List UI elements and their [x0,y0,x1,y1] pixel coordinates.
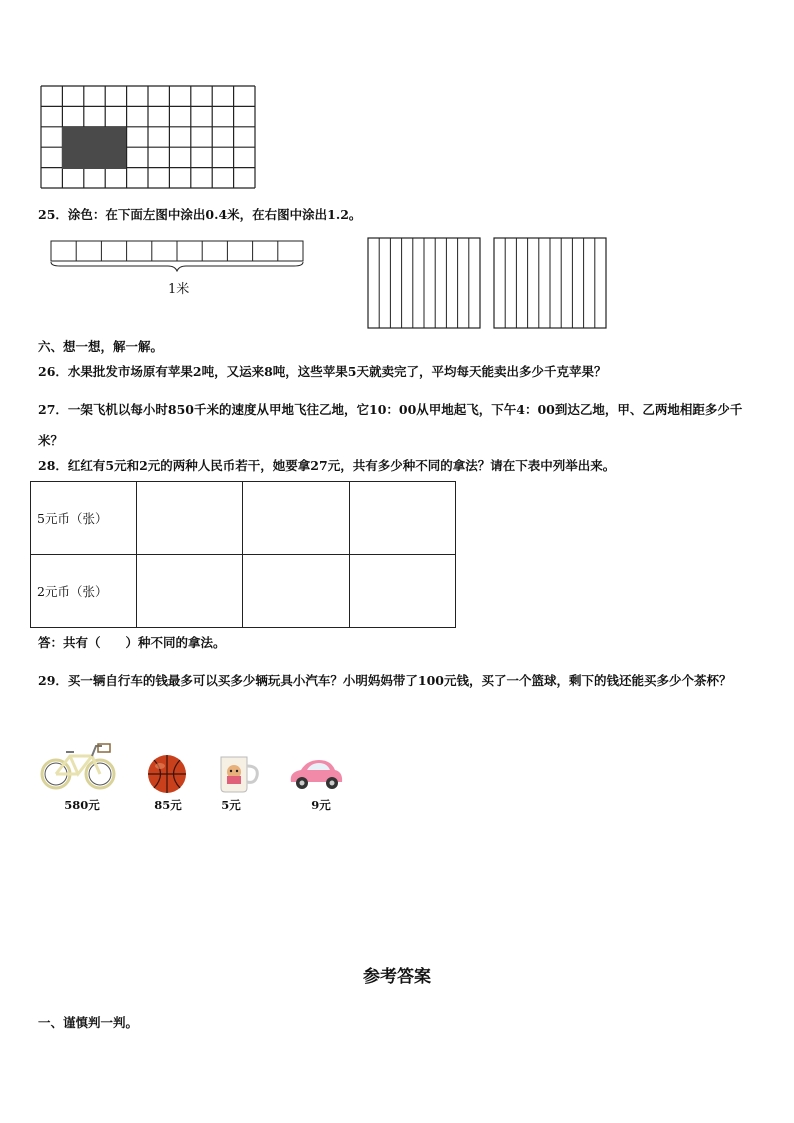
price-basketball: 85元 [154,798,182,812]
table-cell[interactable] [349,554,456,628]
question-number: 26． [38,364,68,379]
bicycle-icon [40,740,118,792]
table-cell[interactable] [349,481,456,555]
table-cell[interactable] [136,481,243,555]
question-number: 28． [38,458,68,473]
ruler-label: 1米 [168,282,190,297]
question-text: 红红有5元和2元的两种人民币若干，她要拿27元，共有多少种不同的拿法？请在下表中列举出来。 [67,458,616,473]
table-cell[interactable] [242,554,350,628]
question-text: 涂色：在下面左图中涂出0.4米，在右图中涂出1.2。 [67,207,362,222]
price-cup: 5元 [221,798,241,812]
question-26 [38,363,607,381]
grid-figure [40,85,258,189]
question-28 [38,457,615,475]
brace [51,262,303,271]
toy-car-icon [287,758,345,792]
shaded-rectangle [62,127,126,169]
meter-strip[interactable] [50,240,306,272]
question-text: 水果批发市场原有苹果2吨，又运来8吨，这些苹果5天就卖完了，平均每天能卖出多少千克苹果？ [67,364,607,379]
table-cell[interactable] [136,554,243,628]
basketball-icon [146,753,188,795]
question-number: 29． [38,673,68,688]
section-heading: 六、想一想，解一解。 [38,339,164,354]
answer-line-28: 答：共有（ ）种不同的拿法。 [38,635,226,650]
answers-title: 参考答案 [363,967,431,987]
question-number: 25． [38,207,68,222]
price-toy-car: 9元 [311,798,331,812]
row-label-5yuan: 5元币（张） [30,481,137,555]
table-cell[interactable] [242,481,350,555]
money-table [30,481,456,628]
price-bicycle: 580元 [64,798,100,812]
strip-square-1[interactable] [367,237,481,329]
question-text: 买一辆自行车的钱最多可以买多少辆玩具小汽车？小明妈妈带了100元钱，买了一个篮球，剩下的钱还能买多少个茶杯？ [67,673,732,688]
answers-section-1: 一、谨慎判一判。 [38,1015,139,1030]
question-text: 一架飞机以每小时850千米的速度从甲地飞往乙地，它10：00从甲地起飞，下午4：00到达乙地，甲、乙两地相距多少千米？ [38,402,743,448]
question-number: 27． [38,402,68,417]
cup-icon [215,754,261,794]
question-25 [38,206,361,224]
question-27 [38,394,760,456]
question-29 [38,665,760,696]
row-label-2yuan: 2元币（张） [30,554,137,628]
strip-square-2[interactable] [493,237,607,329]
